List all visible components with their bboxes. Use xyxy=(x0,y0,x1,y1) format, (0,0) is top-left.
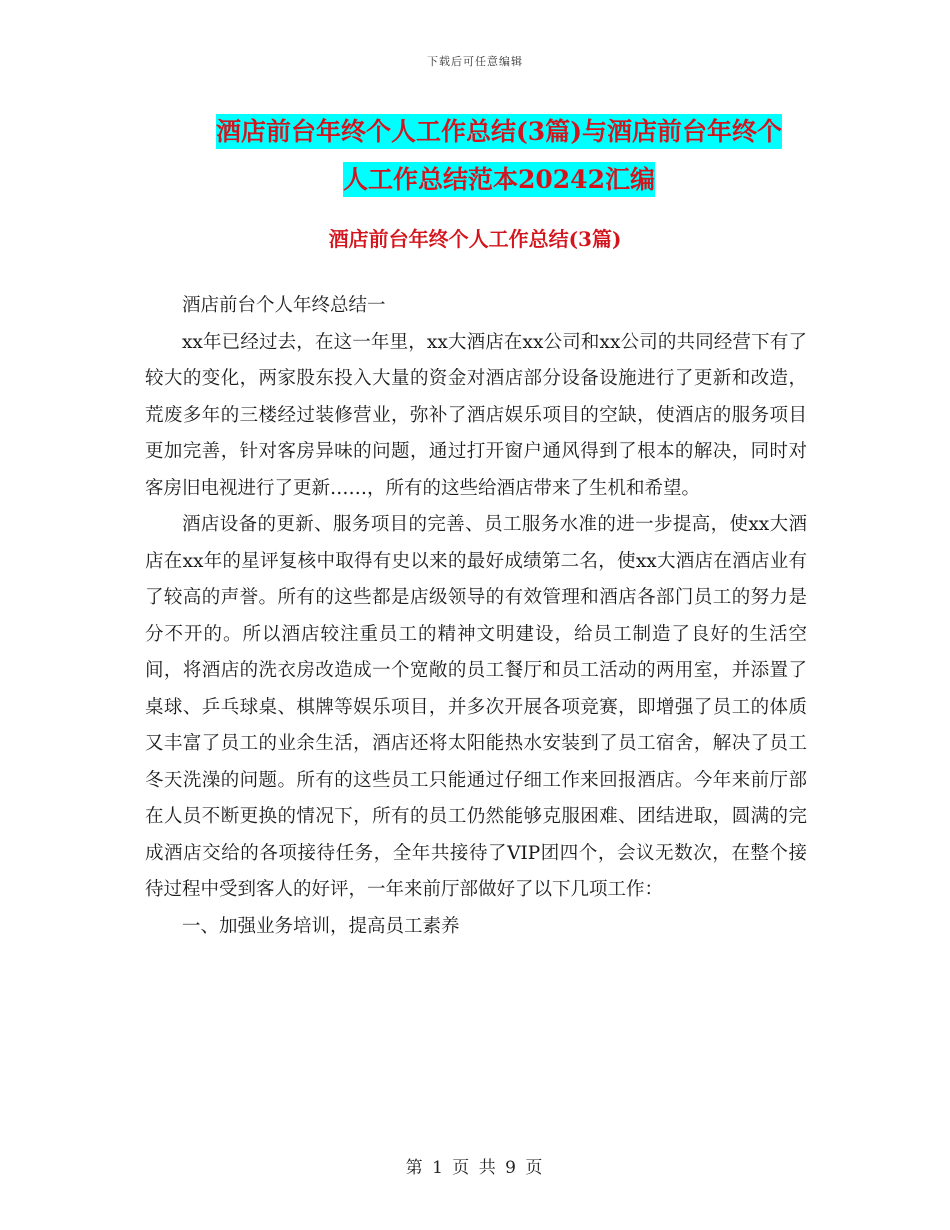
section-title: 酒店前台年终个人工作总结(3篇) xyxy=(328,227,622,251)
page-indicator: 第 1 页 共 9 页 xyxy=(405,1158,545,1178)
main-title-line-1: 酒店前台年终个人工作总结(3篇)与酒店前台年终个 xyxy=(216,114,782,149)
paragraph: xx年已经过去，在这一年里，xx大酒店在xx公司和xx公司的共同经营下有了较大的变化，两家股东投入大量的资金对酒店部分设备设施进行了更新和改造，荒废多年的三楼经过装修营业，弥补了酒店娱乐项目的空缺，使酒店的服务项目更加完善，针对客房异味的问题，通过打开窗户通风得到了根本的解决，同时对客房旧电视进行了更新……，所有的这些给酒店带来了生机和希望。 xyxy=(145,331,807,499)
body-text xyxy=(145,288,807,945)
header-note: 下载后可任意编辑 xyxy=(427,55,523,68)
main-title xyxy=(140,108,858,204)
paragraph-subheading: 一、加强业务培训，提高员工素养 xyxy=(182,915,460,937)
main-title-line-2: 人工作总结范本20242汇编 xyxy=(343,162,655,197)
paragraph-subheading: 酒店前台个人年终总结一 xyxy=(182,295,386,316)
paragraph: 酒店设备的更新、服务项目的完善、员工服务水准的进一步提高，使xx大酒店在xx年的星评复核中取得有史以来的最好成绩第二名，使xx大酒店在酒店业有了较高的声誉。所有的这些都是店级领导的有效管理和酒店各部门员工的努力是分不开的。所以酒店较注重员工的精神文明建设，给员工制造了良好的生活空间，将酒店的洗衣房改造成一个宽敞的员工餐厅和员工活动的两用室，并添置了桌球、乒乓球桌、棋牌等娱乐项目，并多次开展各项竞赛，即增强了员工的体质又丰富了员工的业余生活，酒店还将太阳能热水安装到了员工宿舍，解决了员工冬天洗澡的问题。所有的这些员工只能通过仔细工作来回报酒店。今年来前厅部在人员不断更换的情况下，所有的员工仍然能够克服困难、团结进取，圆满的完成酒店交给的各项接待任务，全年共接待了VIP团四个，会议无数次，在整个接待过程中受到客人的好评，一年来前厅部做好了以下几项工作： xyxy=(145,514,807,900)
